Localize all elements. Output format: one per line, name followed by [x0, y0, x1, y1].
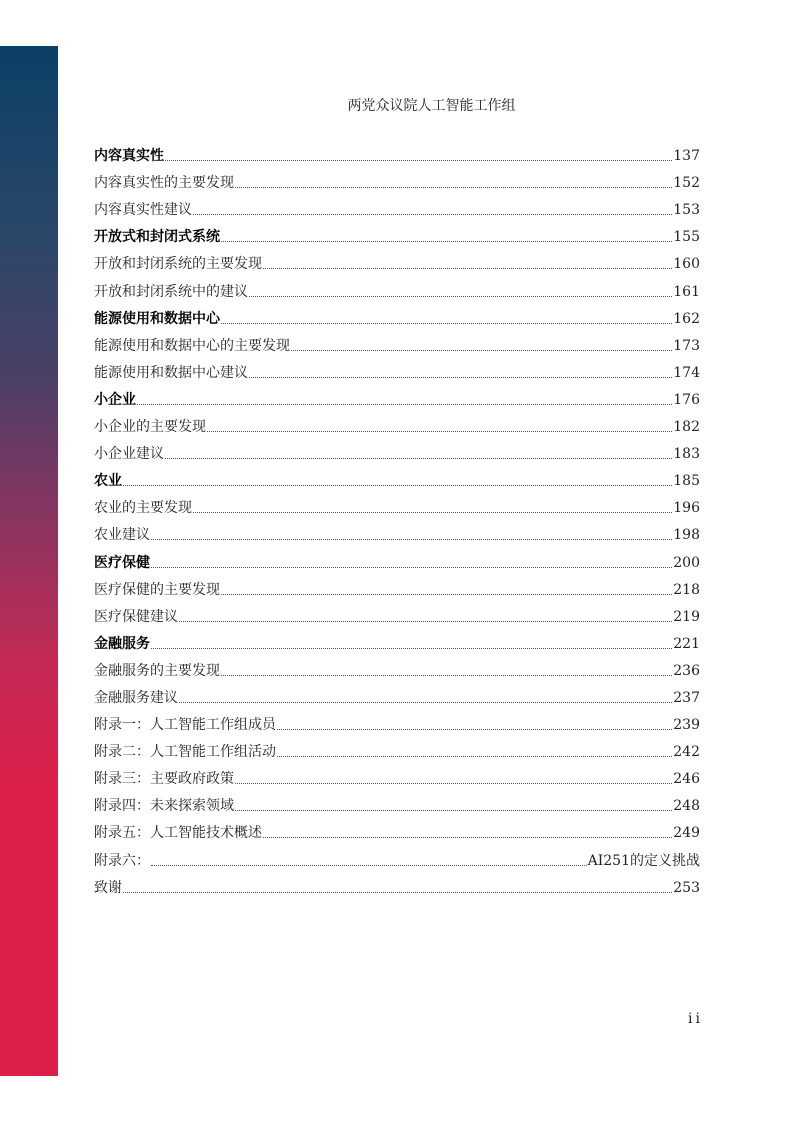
toc-entry[interactable]	[94, 247, 700, 274]
toc-entry[interactable]	[94, 762, 700, 789]
toc-entry-label: 金融服务的主要发现	[94, 662, 220, 679]
toc-entry-page: 160	[673, 256, 700, 273]
toc-entry-page: 185	[673, 473, 700, 490]
toc-entry-page: 218	[673, 581, 700, 598]
toc-entry-label: 金融服务建议	[94, 689, 178, 706]
toc-entry-page: 239	[673, 717, 700, 734]
toc-dot-leader	[291, 350, 672, 351]
running-header: 两党众议院人工智能工作组	[347, 98, 516, 114]
toc-entry-label: 小企业	[94, 391, 136, 408]
toc-entry-page: 174	[673, 364, 700, 381]
toc-entry[interactable]	[94, 735, 700, 762]
toc-entry[interactable]	[94, 681, 700, 708]
toc-entry-label: 开放和封闭系统中的建议	[94, 283, 248, 300]
toc-dot-leader	[207, 431, 672, 432]
toc-entry-page: 161	[673, 283, 700, 300]
table-of-contents	[94, 139, 700, 898]
toc-entry-label: 医疗保健	[94, 554, 150, 571]
toc-entry-page: 162	[673, 310, 700, 327]
toc-section-entry[interactable]	[94, 220, 700, 247]
toc-section-entry[interactable]	[94, 545, 700, 572]
toc-entry-page: 253	[673, 879, 700, 896]
toc-entry-page: 155	[673, 229, 700, 246]
toc-dot-leader	[193, 214, 672, 215]
toc-entry-page: AI251的定义挑战	[587, 852, 700, 869]
toc-entry-label: 内容真实性的主要发现	[94, 175, 234, 192]
toc-entry[interactable]	[94, 356, 700, 383]
toc-entry-label: 内容真实性建议	[94, 202, 192, 219]
toc-entry-label: 能源使用和数据中心	[94, 310, 220, 327]
toc-entry-label: 开放和封闭系统的主要发现	[94, 256, 262, 273]
toc-dot-leader	[235, 187, 672, 188]
toc-dot-leader	[249, 296, 672, 297]
toc-dot-leader	[151, 865, 587, 866]
toc-entry-label: 农业	[94, 473, 122, 490]
toc-entry-label: 致谢	[94, 879, 122, 896]
toc-dot-leader	[221, 675, 672, 676]
toc-entry[interactable]	[94, 789, 700, 816]
toc-entry-page: 248	[673, 798, 700, 815]
toc-entry-label: 开放式和封闭式系统	[94, 229, 220, 246]
toc-section-entry[interactable]	[94, 464, 700, 491]
toc-entry-page: 221	[673, 635, 700, 652]
toc-entry-label: 附录六：	[94, 852, 150, 869]
toc-entry[interactable]	[94, 600, 700, 627]
toc-entry[interactable]	[94, 871, 700, 898]
toc-entry-page: 153	[673, 202, 700, 219]
toc-dot-leader	[179, 621, 672, 622]
toc-dot-leader	[165, 160, 672, 161]
toc-dot-leader	[221, 323, 672, 324]
toc-entry[interactable]	[94, 843, 700, 870]
toc-entry-page: 182	[673, 419, 700, 436]
toc-entry-page: 183	[673, 446, 700, 463]
toc-entry[interactable]	[94, 166, 700, 193]
toc-entry-label: 附录三：主要政府政策	[94, 771, 234, 788]
toc-entry-page: 242	[673, 744, 700, 761]
toc-entry[interactable]	[94, 573, 700, 600]
toc-entry[interactable]	[94, 437, 700, 464]
toc-dot-leader	[221, 241, 672, 242]
toc-dot-leader	[179, 702, 672, 703]
toc-entry-label: 能源使用和数据中心的主要发现	[94, 337, 290, 354]
toc-dot-leader	[263, 837, 672, 838]
toc-entry[interactable]	[94, 491, 700, 518]
toc-entry-page: 219	[673, 608, 700, 625]
toc-dot-leader	[165, 458, 672, 459]
toc-dot-leader	[221, 594, 672, 595]
toc-entry-label: 金融服务	[94, 635, 150, 652]
toc-entry-page: 236	[673, 662, 700, 679]
toc-entry[interactable]	[94, 193, 700, 220]
toc-dot-leader	[263, 268, 672, 269]
toc-entry[interactable]	[94, 274, 700, 301]
toc-entry-label: 能源使用和数据中心建议	[94, 364, 248, 381]
side-color-bar	[0, 46, 58, 1076]
toc-dot-leader	[151, 539, 672, 540]
toc-dot-leader	[123, 485, 672, 486]
toc-dot-leader	[123, 892, 672, 893]
toc-entry-page: 237	[673, 689, 700, 706]
toc-dot-leader	[151, 648, 672, 649]
toc-section-entry[interactable]	[94, 383, 700, 410]
toc-entry-label: 医疗保健建议	[94, 608, 178, 625]
toc-entry[interactable]	[94, 654, 700, 681]
toc-section-entry[interactable]	[94, 302, 700, 329]
toc-entry-page: 176	[673, 391, 700, 408]
page-number: ii	[688, 1011, 703, 1027]
toc-entry[interactable]	[94, 518, 700, 545]
toc-entry[interactable]	[94, 329, 700, 356]
toc-section-entry[interactable]	[94, 139, 700, 166]
toc-entry-label: 小企业建议	[94, 446, 164, 463]
toc-entry-page: 246	[673, 771, 700, 788]
toc-dot-leader	[277, 756, 672, 757]
toc-dot-leader	[193, 512, 672, 513]
toc-entry-label: 附录四：未来探索领域	[94, 798, 234, 815]
toc-entry-page: 173	[673, 337, 700, 354]
toc-entry-page: 137	[673, 148, 700, 165]
toc-entry-label: 内容真实性	[94, 148, 164, 165]
toc-dot-leader	[235, 810, 672, 811]
toc-dot-leader	[137, 404, 672, 405]
toc-entry-page: 200	[673, 554, 700, 571]
toc-entry[interactable]	[94, 708, 700, 735]
toc-entry-label: 医疗保健的主要发现	[94, 581, 220, 598]
toc-entry-label: 附录二：人工智能工作组活动	[94, 744, 276, 761]
toc-entry-page: 198	[673, 527, 700, 544]
toc-entry-page: 152	[673, 175, 700, 192]
toc-entry-label: 小企业的主要发现	[94, 419, 206, 436]
toc-dot-leader	[235, 783, 672, 784]
toc-entry[interactable]	[94, 816, 700, 843]
toc-entry-label: 附录一：人工智能工作组成员	[94, 717, 276, 734]
toc-dot-leader	[151, 567, 672, 568]
toc-entry-label: 农业的主要发现	[94, 500, 192, 517]
toc-entry-page: 249	[673, 825, 700, 842]
toc-dot-leader	[249, 377, 672, 378]
toc-entry[interactable]	[94, 410, 700, 437]
toc-entry-label: 附录五：人工智能技术概述	[94, 825, 262, 842]
toc-dot-leader	[277, 729, 672, 730]
toc-entry-label: 农业建议	[94, 527, 150, 544]
toc-entry-page: 196	[673, 500, 700, 517]
toc-section-entry[interactable]	[94, 627, 700, 654]
